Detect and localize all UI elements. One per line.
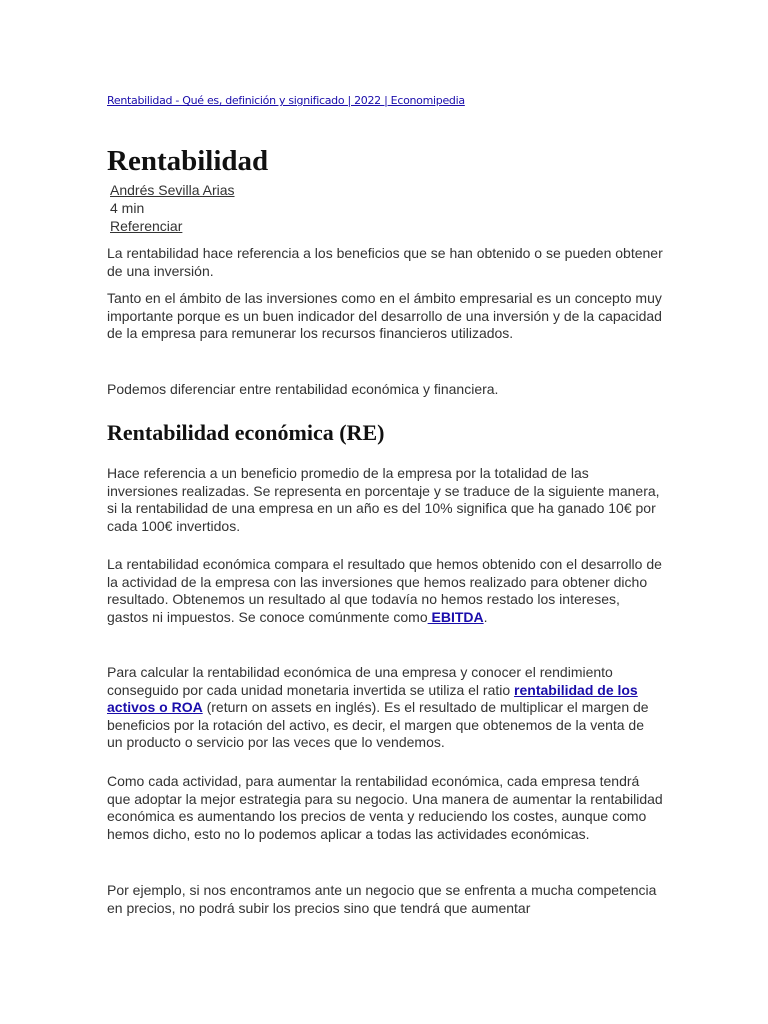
article-title: Rentabilidad	[107, 145, 269, 177]
paragraph-example: Por ejemplo, si nos encontramos ante un negocio que se enfrenta a mucha competencia en precios, no podrá subir los precios sino que tendrá que aumentar	[107, 882, 657, 916]
read-time: 4 min	[110, 200, 145, 216]
section-heading-re: Rentabilidad económica (RE)	[107, 420, 385, 445]
paragraph-strategy: Como cada actividad, para aumentar la rentabilidad económica, cada empresa tendrá que adoptar la mejor estrategia para su negocio. Una manera de aumentar la rentabilidad económica es aumentando los precios de venta y reduciendo los costes, aunque como hemos dicho, esto no lo podemos aplicar a todas las actividades económicas.	[107, 773, 663, 842]
paragraph-text-end: (return on assets en inglés). Es el resultado de multiplicar el margen de beneficios por la rotación del activo, es decir, el margen que obtenemos de la venta de un producto o servicio por las veces que lo vendemos.	[107, 699, 649, 750]
paragraph-text-end: .	[483, 608, 488, 625]
paragraph-importance: Tanto en el ámbito de las inversiones como en el ámbito empresarial es un concepto muy importante porque es un buen indicador del desarrollo de una inversión y de la capacidad de la empresa para remunerar los recursos financieros utilizados.	[107, 290, 662, 341]
source-link[interactable]: Rentabilidad - Qué es, definición y significado | 2022 | Economipedia	[107, 94, 465, 107]
cite-link[interactable]: Referenciar	[110, 218, 183, 234]
author-link[interactable]: Andrés Sevilla Arias	[110, 182, 235, 198]
ebitda-link[interactable]: EBITDA	[427, 608, 484, 625]
paragraph-text: La rentabilidad económica compara el resultado que hemos obtenido con el desarrollo de la actividad de la empresa con las inversiones que hemos realizado para obtener dicho resultado. Obtenemos un resultado al que todavía no hemos restado los intereses, gastos ni impuestos. Se conoce comúnmente como	[107, 556, 662, 625]
paragraph-re-comparison	[107, 556, 663, 626]
paragraph-types: Podemos diferenciar entre rentabilidad económica y financiera.	[107, 381, 499, 397]
roa-link[interactable]: rentabilidad de los activos o ROA	[107, 681, 638, 715]
paragraph-re-definition: Hace referencia a un beneficio promedio de la empresa por la totalidad de las inversiones realizadas. Se representa en porcentaje y se traduce de la siguiente manera, si la rentabilidad de una empresa en un año es del 10% significa que ha ganado 10€ por cada 100€ invertidos.	[107, 465, 660, 534]
paragraph-roa	[107, 664, 663, 752]
paragraph-intro: La rentabilidad hace referencia a los beneficios que se han obtenido o se pueden obtener de una inversión.	[107, 245, 663, 279]
paragraph-text: Para calcular la rentabilidad económica de una empresa y conocer el rendimiento conseguido por cada unidad monetaria invertida se utiliza el ratio	[107, 664, 613, 698]
